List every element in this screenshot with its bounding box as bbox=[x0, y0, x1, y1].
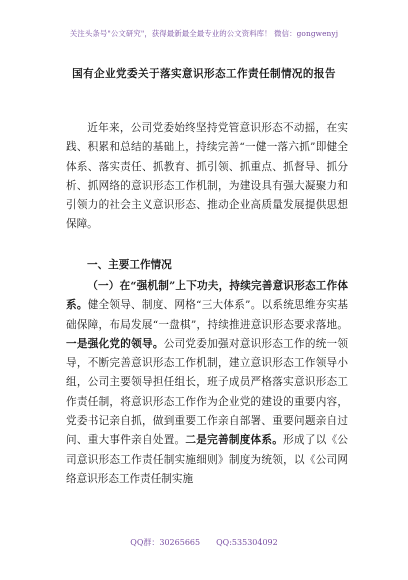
paragraph-text: 公司党委加强对意识形态工作的统一领导，不断完善意识形态工作机制，建立意识形态工作领导小组，公司主要领导担任组长，班子成员严格落实意识形态工作责任制，将意识形态工作作为企业党的建设的重要内容，党委书记亲自抓，做到重要工作亲自部署、重要问题亲自过问、重大事件亲自处置。 bbox=[66, 337, 349, 447]
footer-contact bbox=[0, 537, 408, 548]
subheading-mechanism: （一）在“强机制”上下功夫，持续完善意识形态工作体系。 bbox=[66, 280, 348, 312]
document-title: 国有企业党委关于落实意识形态工作责任制情况的报告 bbox=[72, 68, 336, 80]
point-two-heading: 二是完善制度体系。 bbox=[185, 434, 284, 447]
intro-paragraph: 近年来，公司党委始终坚持党管意识形态不动摇，在实践、积累和总结的基础上，持续完善“一健一落六抓”即健全体系、落实责任、抓教育、抓引领、抓重点、抓督导、抓分析、抓网络的意识形态工作机制，为建设具有强大凝聚力和引领力的社会主义意识形态、推动企业高质量发展提供思想保障。 bbox=[66, 122, 348, 231]
section-heading: 一、主要工作情况 bbox=[87, 259, 172, 271]
point-one-heading: 一是强化党的领导。 bbox=[66, 337, 164, 350]
paragraph-text: 形成了以《公司意识形态工作责任制实施细则》制度为统领，以《公司网络意识形态工作责任制实施 bbox=[66, 434, 349, 485]
qq-number: QQ:535304092 bbox=[216, 538, 278, 547]
qq-group-number: QQ群：30265665 bbox=[130, 538, 201, 547]
paragraph-text: 健全领导、制度、网格“三大体系”。以系统思维夯实基础保障，布局发展“一盘棋”，持续推进意识形态要求落地。 bbox=[66, 299, 349, 331]
body-paragraph bbox=[66, 277, 348, 489]
header-note: 关注头条号"公文研究"，获得最新最全最专业的公文资料库！ 微信：gongwenyj bbox=[69, 29, 339, 38]
